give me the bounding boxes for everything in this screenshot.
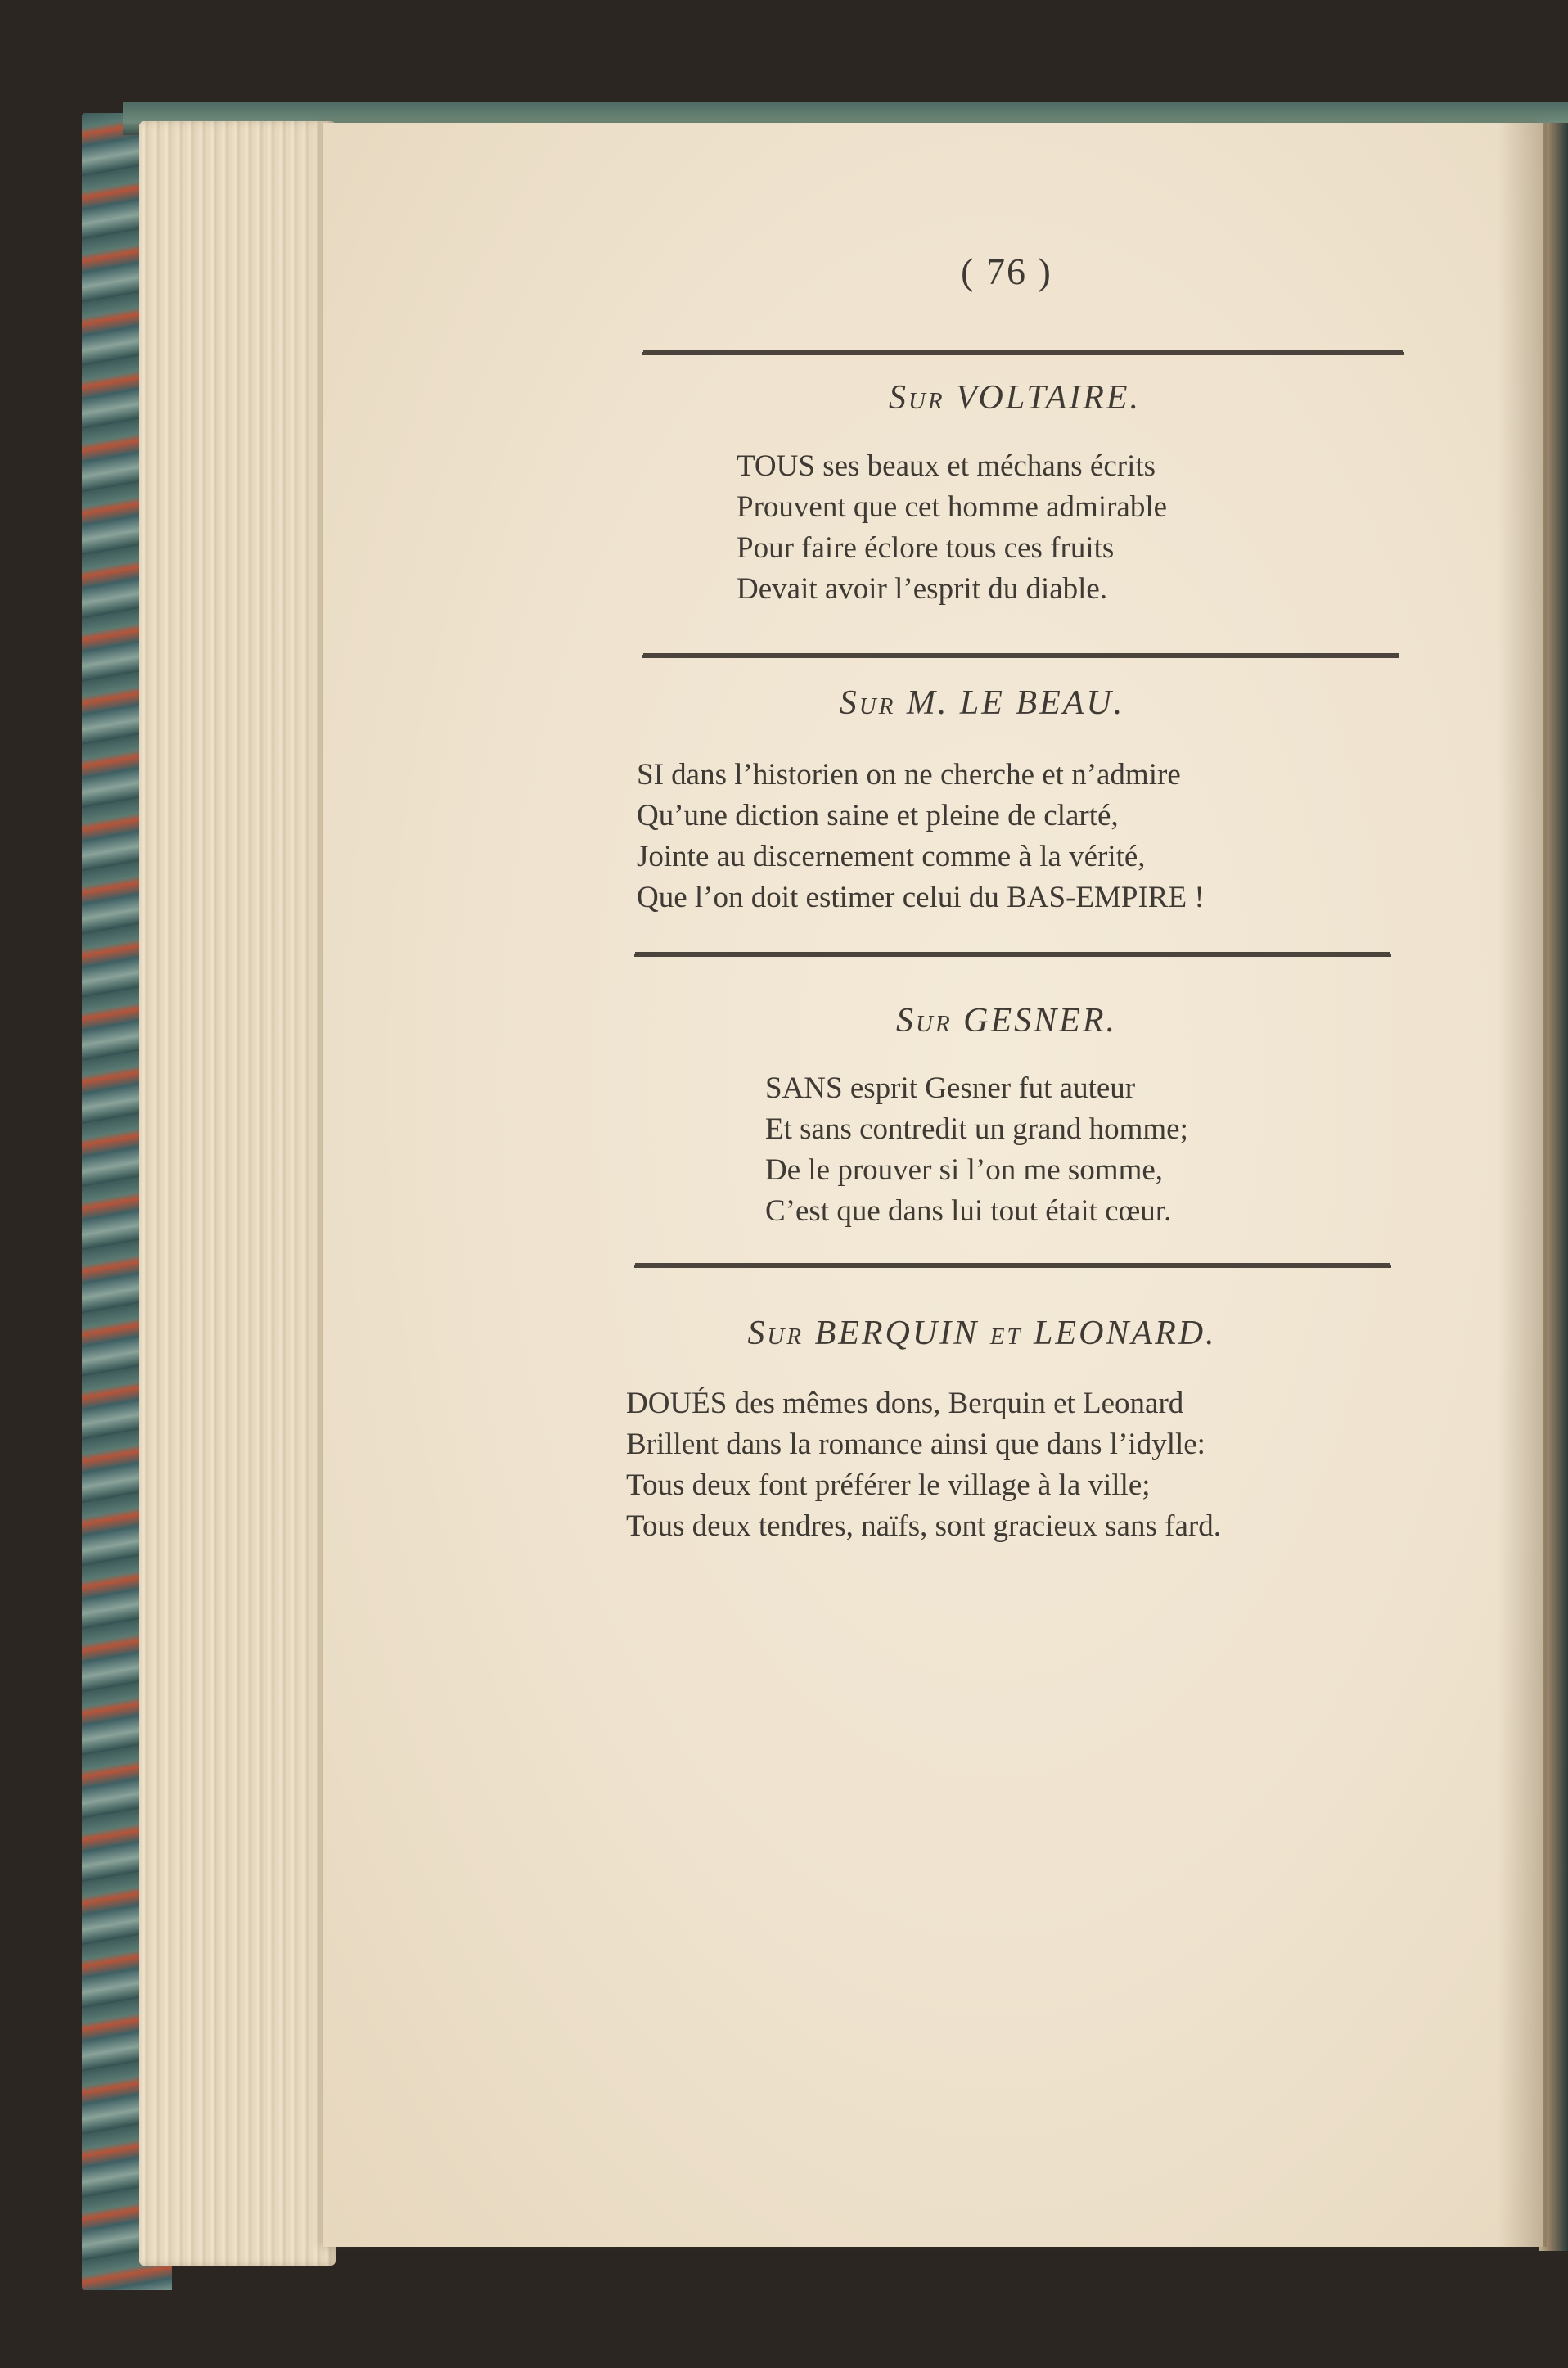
verse-line: Brillent dans la romance ainsi que dans l’idylle: xyxy=(626,1428,1205,1461)
verse-line: TOUS ses beaux et méchans écrits xyxy=(737,449,1156,483)
section-rule xyxy=(642,655,1399,658)
gutter-shadow xyxy=(1498,123,1547,2247)
section-rule xyxy=(634,954,1391,957)
page-block-edges xyxy=(139,121,336,2266)
verse-line: Qu’une diction saine et pleine de clarté, xyxy=(637,799,1119,832)
section-rule xyxy=(642,352,1404,355)
verse-line: Prouvent que cet homme admirable xyxy=(737,490,1168,524)
poem-title: Sur VOLTAIRE. xyxy=(888,379,1142,417)
poem-title: Sur M. LE BEAU. xyxy=(839,684,1125,722)
verse-line: Tous deux font préférer le village à la ville; xyxy=(626,1468,1151,1502)
verse-line: Pour faire éclore tous ces fruits xyxy=(737,531,1115,565)
verse-line: Devait avoir l’esprit du diable. xyxy=(737,572,1108,606)
verse-line: Jointe au discernement comme à la vérité, xyxy=(637,840,1146,873)
verse-line: SI dans l’historien on ne cherche et n’admire xyxy=(637,758,1181,792)
poem-verse xyxy=(737,446,1167,610)
verse-line: De le prouver si l’on me somme, xyxy=(765,1153,1164,1187)
section-rule xyxy=(634,1265,1391,1268)
poem-title: Sur BERQUIN et LEONARD. xyxy=(747,1315,1217,1352)
poem-verse xyxy=(765,1068,1188,1232)
verse-line: Tous deux tendres, naïfs, sont gracieux sans fard. xyxy=(626,1509,1221,1543)
poem-verse xyxy=(626,1383,1221,1547)
page-number: ( 76 ) xyxy=(961,250,1052,292)
poem-verse xyxy=(637,755,1205,918)
verse-line: C’est que dans lui tout était cœur. xyxy=(765,1194,1172,1228)
verse-line: Et sans contredit un grand homme; xyxy=(765,1112,1188,1146)
verse-line: SANS esprit Gesner fut auteur xyxy=(765,1071,1136,1105)
verse-line: Que l’on doit estimer celui du BAS-EMPIRE ! xyxy=(637,881,1205,914)
verse-line: DOUÉS des mêmes dons, Berquin et Leonard xyxy=(626,1387,1184,1420)
poem-title: Sur GESNER. xyxy=(896,1002,1117,1040)
